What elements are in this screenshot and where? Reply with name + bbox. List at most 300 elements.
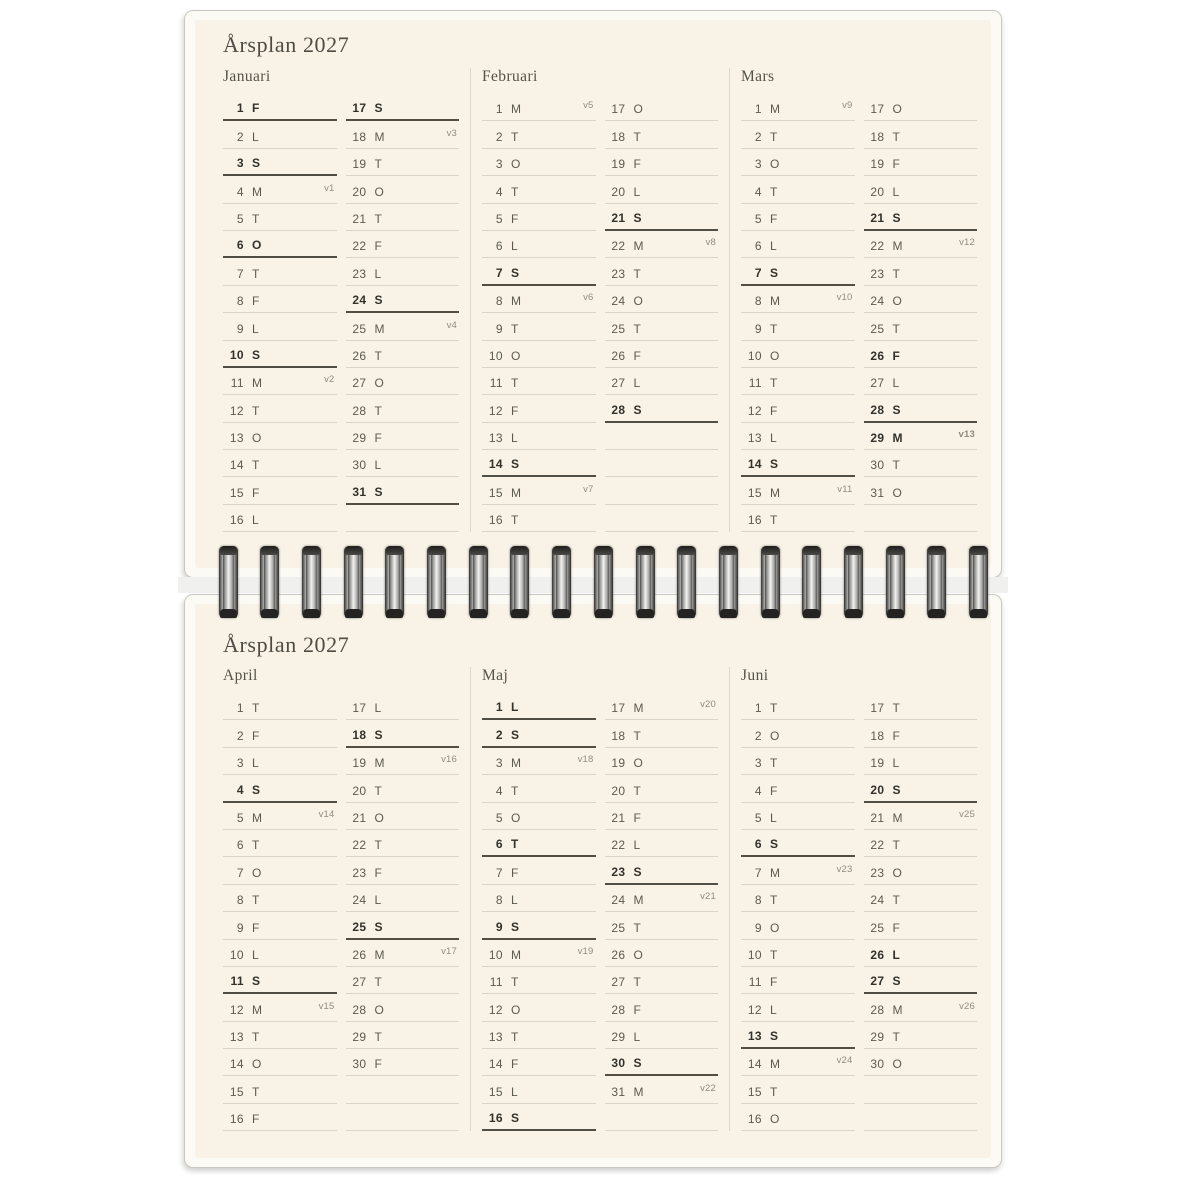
day-number: 8 [754,893,762,908]
week-number: v9 [842,100,853,112]
day-row [223,1076,337,1103]
day-row [741,423,855,450]
day-number: 5 [754,810,762,825]
day-row [482,748,596,775]
page-top [184,10,1002,578]
day-letter: L [892,184,900,199]
day-row [223,967,337,994]
day-number: 27 [870,974,885,989]
day-letter: M [633,893,644,908]
day-number: 6 [236,838,244,853]
day-row [864,720,978,747]
day-number: 11 [748,975,762,990]
day-row [864,313,978,340]
day-number: 18 [611,129,626,144]
day-letter: M [892,1002,903,1017]
day-letter: L [770,1002,778,1017]
day-letter: T [252,1084,260,1099]
day-number: 26 [611,348,626,363]
day-number: 24 [352,893,367,908]
day-letter: T [633,783,642,798]
day-letter: F [770,783,778,798]
day-number: 11 [489,975,503,990]
blank-row [864,1104,978,1131]
day-row [741,830,855,857]
day-letter: L [633,1030,641,1045]
day-number: 19 [870,157,885,172]
day-number: 17 [611,701,626,716]
day-number: 21 [870,210,885,225]
day-number: 15 [747,485,762,500]
day-letter: T [374,838,383,853]
day-number: 31 [352,484,367,499]
day-letter: O [770,728,780,743]
day-number: 5 [236,810,244,825]
day-row [864,149,978,176]
day-number: 20 [611,184,626,199]
day-row [223,885,337,912]
day-number: 8 [236,294,244,309]
day-letter: T [511,376,519,391]
day-column [605,94,719,532]
day-number: 30 [611,1056,626,1071]
day-number: 19 [352,157,367,172]
day-letter: T [374,157,383,172]
blank-row [864,505,978,532]
day-row [223,994,337,1021]
day-number: 28 [611,1002,626,1017]
day-letter: T [511,513,519,528]
day-number: 27 [352,376,367,391]
day-row [223,1049,337,1076]
day-number: 21 [611,810,626,825]
day-letter: T [511,837,519,852]
day-letter: T [770,129,778,144]
day-row [864,830,978,857]
day-number: 22 [870,838,885,853]
day-number: 28 [870,1002,885,1017]
day-letter: T [892,129,901,144]
day-letter: S [511,919,520,934]
day-column [864,94,978,532]
day-row [482,912,596,939]
blank-row [864,1076,978,1103]
day-number: 5 [236,211,244,226]
day-number: 28 [352,403,367,418]
day-number: 17 [352,101,367,116]
day-row [223,505,337,532]
day-number: 29 [870,1030,885,1045]
month-columns [482,94,718,532]
day-number: 16 [229,513,244,528]
day-letter: S [511,727,520,742]
day-letter: T [770,513,778,528]
day-letter: L [892,376,900,391]
day-letter: T [892,266,901,281]
day-number: 23 [870,865,885,880]
day-row [346,423,460,450]
day-row [741,176,855,203]
day-row [741,94,855,121]
day-number: 25 [870,920,885,935]
day-letter: O [252,1057,262,1072]
day-row [223,176,337,203]
day-number: 6 [495,837,503,852]
day-row [605,1076,719,1103]
day-number: 8 [754,294,762,309]
day-number: 2 [754,728,762,743]
months-top [223,68,977,532]
day-letter: T [892,321,901,336]
binding-loop [677,546,696,618]
day-number: 27 [611,376,626,391]
month-name: Mars [741,68,775,85]
day-row [346,450,460,477]
day-letter: T [892,1030,901,1045]
day-letter: S [633,1056,642,1071]
day-row [482,885,596,912]
day-letter: F [252,485,260,500]
day-row [864,121,978,148]
day-row [741,121,855,148]
day-letter: L [892,756,900,771]
day-number: 18 [611,728,626,743]
day-number: 4 [236,184,244,199]
day-row [482,857,596,884]
day-number: 13 [747,431,762,446]
binding-loop [969,546,988,618]
day-letter: O [252,431,262,446]
day-number: 21 [611,210,626,225]
day-number: 18 [870,129,885,144]
day-letter: O [892,865,903,880]
month-januari [223,68,470,532]
spiral-binding [184,546,1002,618]
day-letter: F [633,157,642,172]
day-letter: S [770,1029,779,1044]
day-letter: T [374,975,383,990]
day-letter: S [374,293,383,308]
day-number: 5 [495,211,503,226]
day-letter: S [252,347,261,362]
day-row [741,775,855,802]
day-number: 7 [754,865,762,880]
blank-row [605,423,719,450]
day-letter: S [633,402,642,417]
day-row [864,885,978,912]
day-letter: O [252,238,262,253]
month-name: Maj [482,667,509,684]
day-number: 12 [229,403,244,418]
day-letter: T [511,129,519,144]
day-row [482,258,596,285]
day-row [346,1049,460,1076]
day-number: 1 [754,102,762,117]
day-letter: L [374,266,382,281]
day-row [864,1049,978,1076]
day-letter: S [374,484,383,499]
day-row [346,313,460,340]
day-letter: M [511,294,522,309]
day-row [864,967,978,994]
day-number: 1 [495,102,503,117]
day-row [864,368,978,395]
day-row [741,885,855,912]
day-number: 6 [236,238,244,253]
day-number: 19 [611,157,626,172]
day-row [864,204,978,231]
day-row [605,775,719,802]
day-number: 17 [352,701,367,716]
day-row [605,204,719,231]
day-number: 30 [352,458,367,473]
day-row [864,748,978,775]
day-letter: T [770,1084,778,1099]
day-letter: T [633,920,642,935]
month-name: Januari [223,68,271,85]
week-number: v12 [959,237,975,249]
day-number: 27 [352,975,367,990]
day-letter: O [511,810,521,825]
day-letter: T [892,701,901,716]
day-number: 9 [495,919,503,934]
day-letter: T [252,893,260,908]
day-row [864,994,978,1021]
day-letter: L [511,239,519,254]
day-letter: T [770,321,778,336]
day-row [741,693,855,720]
day-number: 13 [747,1029,762,1044]
day-letter: M [633,239,644,254]
binding-loop [927,546,946,618]
day-number: 29 [611,1030,626,1045]
day-row [605,176,719,203]
day-number: 4 [754,184,762,199]
day-row [741,967,855,994]
day-row [346,803,460,830]
day-number: 15 [229,1084,244,1099]
day-row [741,803,855,830]
week-number: v1 [324,182,335,194]
day-letter: T [252,266,260,281]
day-row [482,775,596,802]
day-row [346,176,460,203]
day-row [605,803,719,830]
day-row [346,204,460,231]
day-number: 11 [489,376,503,391]
day-number: 16 [488,513,503,528]
day-letter: S [770,837,779,852]
day-number: 22 [611,838,626,853]
day-letter: S [892,210,901,225]
day-number: 20 [352,184,367,199]
day-letter: T [633,321,642,336]
day-row [346,94,460,121]
day-number: 15 [747,1084,762,1099]
day-number: 2 [236,129,244,144]
day-number: 22 [870,239,885,254]
day-letter: O [633,102,644,117]
day-column [346,693,460,1131]
day-letter: O [511,348,521,363]
day-letter: S [892,974,901,989]
day-letter: O [374,1002,385,1017]
week-number: v11 [837,483,853,495]
day-row [605,830,719,857]
binding-loop [469,546,488,618]
day-row [741,1076,855,1103]
day-number: 10 [747,348,762,363]
day-number: 30 [352,1057,367,1072]
day-row [605,94,719,121]
day-row [223,149,337,176]
day-number: 23 [352,865,367,880]
day-row [741,720,855,747]
day-letter: O [770,157,780,172]
day-row [223,450,337,477]
day-row [223,477,337,504]
binding-loop [260,546,279,618]
day-letter: O [770,920,780,935]
blank-row [605,477,719,504]
day-row [605,1022,719,1049]
binding-loop [886,546,905,618]
day-number: 26 [870,348,885,363]
day-number: 20 [352,783,367,798]
day-row [482,121,596,148]
day-letter: F [511,865,519,880]
day-letter: T [374,783,383,798]
day-row [741,505,855,532]
day-number: 29 [352,431,367,446]
day-number: 8 [236,893,244,908]
day-number: 4 [495,783,503,798]
page-top-paper [195,20,991,568]
day-number: 2 [754,129,762,144]
month-columns [741,693,977,1131]
day-letter: T [374,1030,383,1045]
day-row [346,693,460,720]
day-number: 17 [870,701,885,716]
day-letter: M [892,431,903,446]
binding-loop [302,546,321,618]
day-row [223,313,337,340]
day-row [605,313,719,340]
day-letter: M [770,102,781,117]
day-row [223,693,337,720]
binding-loop [594,546,613,618]
day-letter: F [252,1112,260,1127]
day-number: 22 [352,838,367,853]
day-letter: O [511,157,521,172]
day-column [741,693,855,1131]
day-number: 8 [495,294,503,309]
day-letter: L [892,947,901,962]
day-row [864,286,978,313]
month-februari [470,68,729,532]
day-row [482,1076,596,1103]
day-letter: T [511,783,519,798]
week-number: v23 [836,863,853,875]
blank-row [346,505,460,532]
week-number: v22 [700,1082,716,1094]
day-letter: O [633,294,644,309]
day-letter: F [374,865,383,880]
day-letter: T [511,1030,519,1045]
week-number: v16 [441,754,457,766]
week-number: v15 [318,1000,335,1012]
day-row [605,720,719,747]
day-number: 27 [611,975,626,990]
day-number: 28 [352,1002,367,1017]
day-row [482,1022,596,1049]
day-row [346,368,460,395]
day-row [605,748,719,775]
month-name: Februari [482,68,538,85]
day-row [741,313,855,340]
day-row [482,286,596,313]
day-number: 25 [611,920,626,935]
binding-loop [552,546,571,618]
day-number: 13 [229,431,244,446]
day-number: 18 [870,728,885,743]
month-columns [223,94,459,532]
day-letter: S [633,864,642,879]
day-letter: F [374,239,383,254]
day-row [605,258,719,285]
day-number: 11 [230,974,244,989]
months-bottom [223,667,977,1131]
day-letter: L [374,893,382,908]
day-letter: T [252,403,260,418]
day-row [605,121,719,148]
day-letter: M [252,184,263,199]
day-letter: O [633,947,644,962]
day-row [741,341,855,368]
day-number: 3 [754,157,762,172]
month-mars [729,68,977,532]
blank-row [605,450,719,477]
day-row [864,341,978,368]
day-number: 7 [495,865,503,880]
day-row [346,748,460,775]
day-row [741,940,855,967]
day-row [346,720,460,747]
blank-row [346,1076,460,1103]
day-number: 1 [236,701,244,716]
day-column [223,94,337,532]
week-number: v2 [324,374,335,386]
day-number: 8 [495,893,503,908]
month-columns [482,693,718,1131]
day-number: 21 [870,810,885,825]
week-number: v14 [318,808,335,820]
day-number: 4 [754,783,762,798]
day-letter: M [770,865,781,880]
day-letter: T [252,458,260,473]
day-number: 16 [747,1112,762,1127]
day-letter: S [511,457,520,472]
day-letter: M [374,129,385,144]
day-row [482,231,596,258]
day-number: 26 [352,947,367,962]
day-letter: L [374,458,382,473]
day-letter: S [511,265,520,280]
binding-loop [636,546,655,618]
week-number: v6 [583,292,594,304]
day-letter: T [511,321,519,336]
day-number: 6 [754,239,762,254]
